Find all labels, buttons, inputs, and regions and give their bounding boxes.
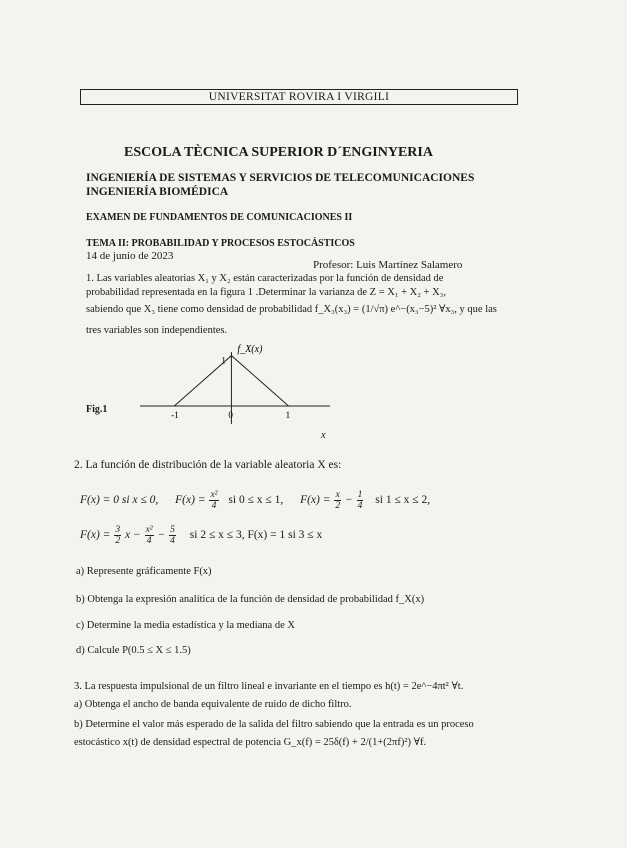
figure-label: Fig.1 [86, 404, 108, 415]
y-axis-label: f_X(x) [237, 344, 263, 355]
frac-numerator: x² [210, 490, 218, 500]
frac-denominator: 4 [357, 501, 363, 511]
q1-line2: probabilidad representada en la figura 1 .Determinar la varianza de Z = X₁ + X₂ + X₃, [86, 287, 446, 298]
cdf-piece-2-cond: si 0 ≤ x ≤ 1, [228, 494, 284, 507]
cdf-piece-3-fraction-2 [357, 490, 364, 511]
x-axis-label: x [321, 430, 326, 441]
university-header-box [80, 89, 518, 105]
minus-sign: − [157, 529, 166, 542]
cdf-piece-3-cond: si 1 ≤ x ≤ 2, [375, 494, 431, 507]
q1-number: 1. [86, 273, 94, 284]
university-name: UNIVERSITAT ROVIRA I VIRGILI [208, 91, 390, 103]
exam-title: EXAMEN DE FUNDAMENTOS DE COMUNICACIONES II [86, 212, 353, 223]
degree-telecom: INGENIERÍA DE SISTEMAS Y SERVICIOS DE TELECOMUNICACIONES [86, 172, 475, 184]
degree-biomedical: INGENIERÍA BIOMÉDICA [86, 186, 229, 198]
q1-line3a: sabiendo que X₃ tiene como densidad de probabilidad [86, 304, 313, 315]
q1-line1-text: Las variables aleatorias X₁ y X₂ están caracterizadas por la función de densidad de [96, 273, 444, 284]
q2-number: 2. [74, 459, 83, 471]
q2-part-b: b) Obtenga la expresión analítica de la función de densidad de probabilidad f_X(x) [76, 594, 425, 605]
cdf-piece-4-fraction-3 [169, 525, 176, 546]
cdf-piece-4-x: x − [124, 529, 141, 542]
topic-title: TEMA II: PROBABILIDAD Y PROCESOS ESTOCÁSTICOS [86, 238, 355, 249]
q1-line4: tres variables son independientes. [86, 325, 228, 336]
frac-denominator: 2 [115, 536, 121, 546]
frac-numerator: 5 [170, 525, 175, 535]
q1-line1 [86, 272, 443, 286]
frac-denominator: 2 [335, 501, 341, 511]
exam-date: 14 de junio de 2023 [86, 250, 174, 262]
q3-part-b-line1: b) Determine el valor más esperado de la salida del filtro sabiendo que la entrada es un proceso [74, 719, 474, 730]
cdf-piece-4-cond: si 2 ≤ x ≤ 3, F(x) = 1 si 3 ≤ x [189, 529, 323, 542]
cdf-piece-2-lhs: F(x) = [175, 494, 206, 507]
figure-1-plot [140, 340, 340, 445]
frac-numerator: x² [145, 525, 153, 535]
x-tick-minus-1: -1 [171, 410, 179, 420]
professor-name: Profesor: Luis Martínez Salamero [313, 259, 463, 271]
cdf-piece-4-fraction-1 [114, 525, 121, 546]
frac-denominator: 4 [170, 536, 175, 546]
frac-numerator: 1 [357, 490, 363, 500]
q3-part-b-line2: estocástico x(t) de densidad espectral de potencia G_x(f) = 25δ(f) + 2/(1+(2πf)²) ∀f. [74, 737, 427, 748]
x-tick-0: 0 [228, 410, 233, 420]
cdf-piece-4-fraction-2 [145, 525, 154, 546]
peak-value-label: 1 [221, 355, 226, 366]
q2-part-d: d) Calcule P(0.5 ≤ X ≤ 1.5) [76, 645, 191, 656]
school-title: ESCOLA TÈCNICA SUPERIOR D´ENGINYERIA [124, 145, 433, 160]
q2-intro-text: La función de distribución de la variable aleatoria X es: [85, 459, 342, 471]
q2-cdf-row2 [80, 525, 322, 546]
q1-line3b: f_X₃(x₃) = (1/√π) e^−(x₃−5)² ∀x₃, y que las [314, 304, 497, 315]
cdf-piece-3-fraction-1 [334, 490, 341, 511]
frac-numerator: 3 [115, 525, 121, 535]
q3-part-a: a) Obtenga el ancho de banda equivalente de ruido de dicho filtro. [74, 699, 352, 710]
cdf-piece-1: F(x) = 0 si x ≤ 0, [80, 494, 159, 507]
x-tick-1: 1 [285, 410, 291, 420]
cdf-piece-4-lhs: F(x) = [80, 529, 111, 542]
q2-part-c: c) Determine la media estadística y la mediana de X [76, 620, 295, 631]
cdf-piece-2-fraction [209, 490, 218, 511]
q2-intro [74, 458, 341, 472]
q2-cdf-row1 [80, 490, 430, 511]
frac-numerator: x [335, 490, 340, 500]
q3-intro: 3. La respuesta impulsional de un filtro lineal e invariante en el tiempo es h(t) = 2e^−4πt² ∀t. [74, 681, 464, 692]
q2-part-a: a) Represente gráficamente F(x) [76, 566, 212, 577]
frac-denominator: 4 [211, 501, 217, 511]
frac-denominator: 4 [146, 536, 152, 546]
cdf-piece-3-lhs: F(x) = [300, 494, 331, 507]
q1-line3 [86, 303, 497, 317]
minus-sign: − [345, 494, 353, 507]
